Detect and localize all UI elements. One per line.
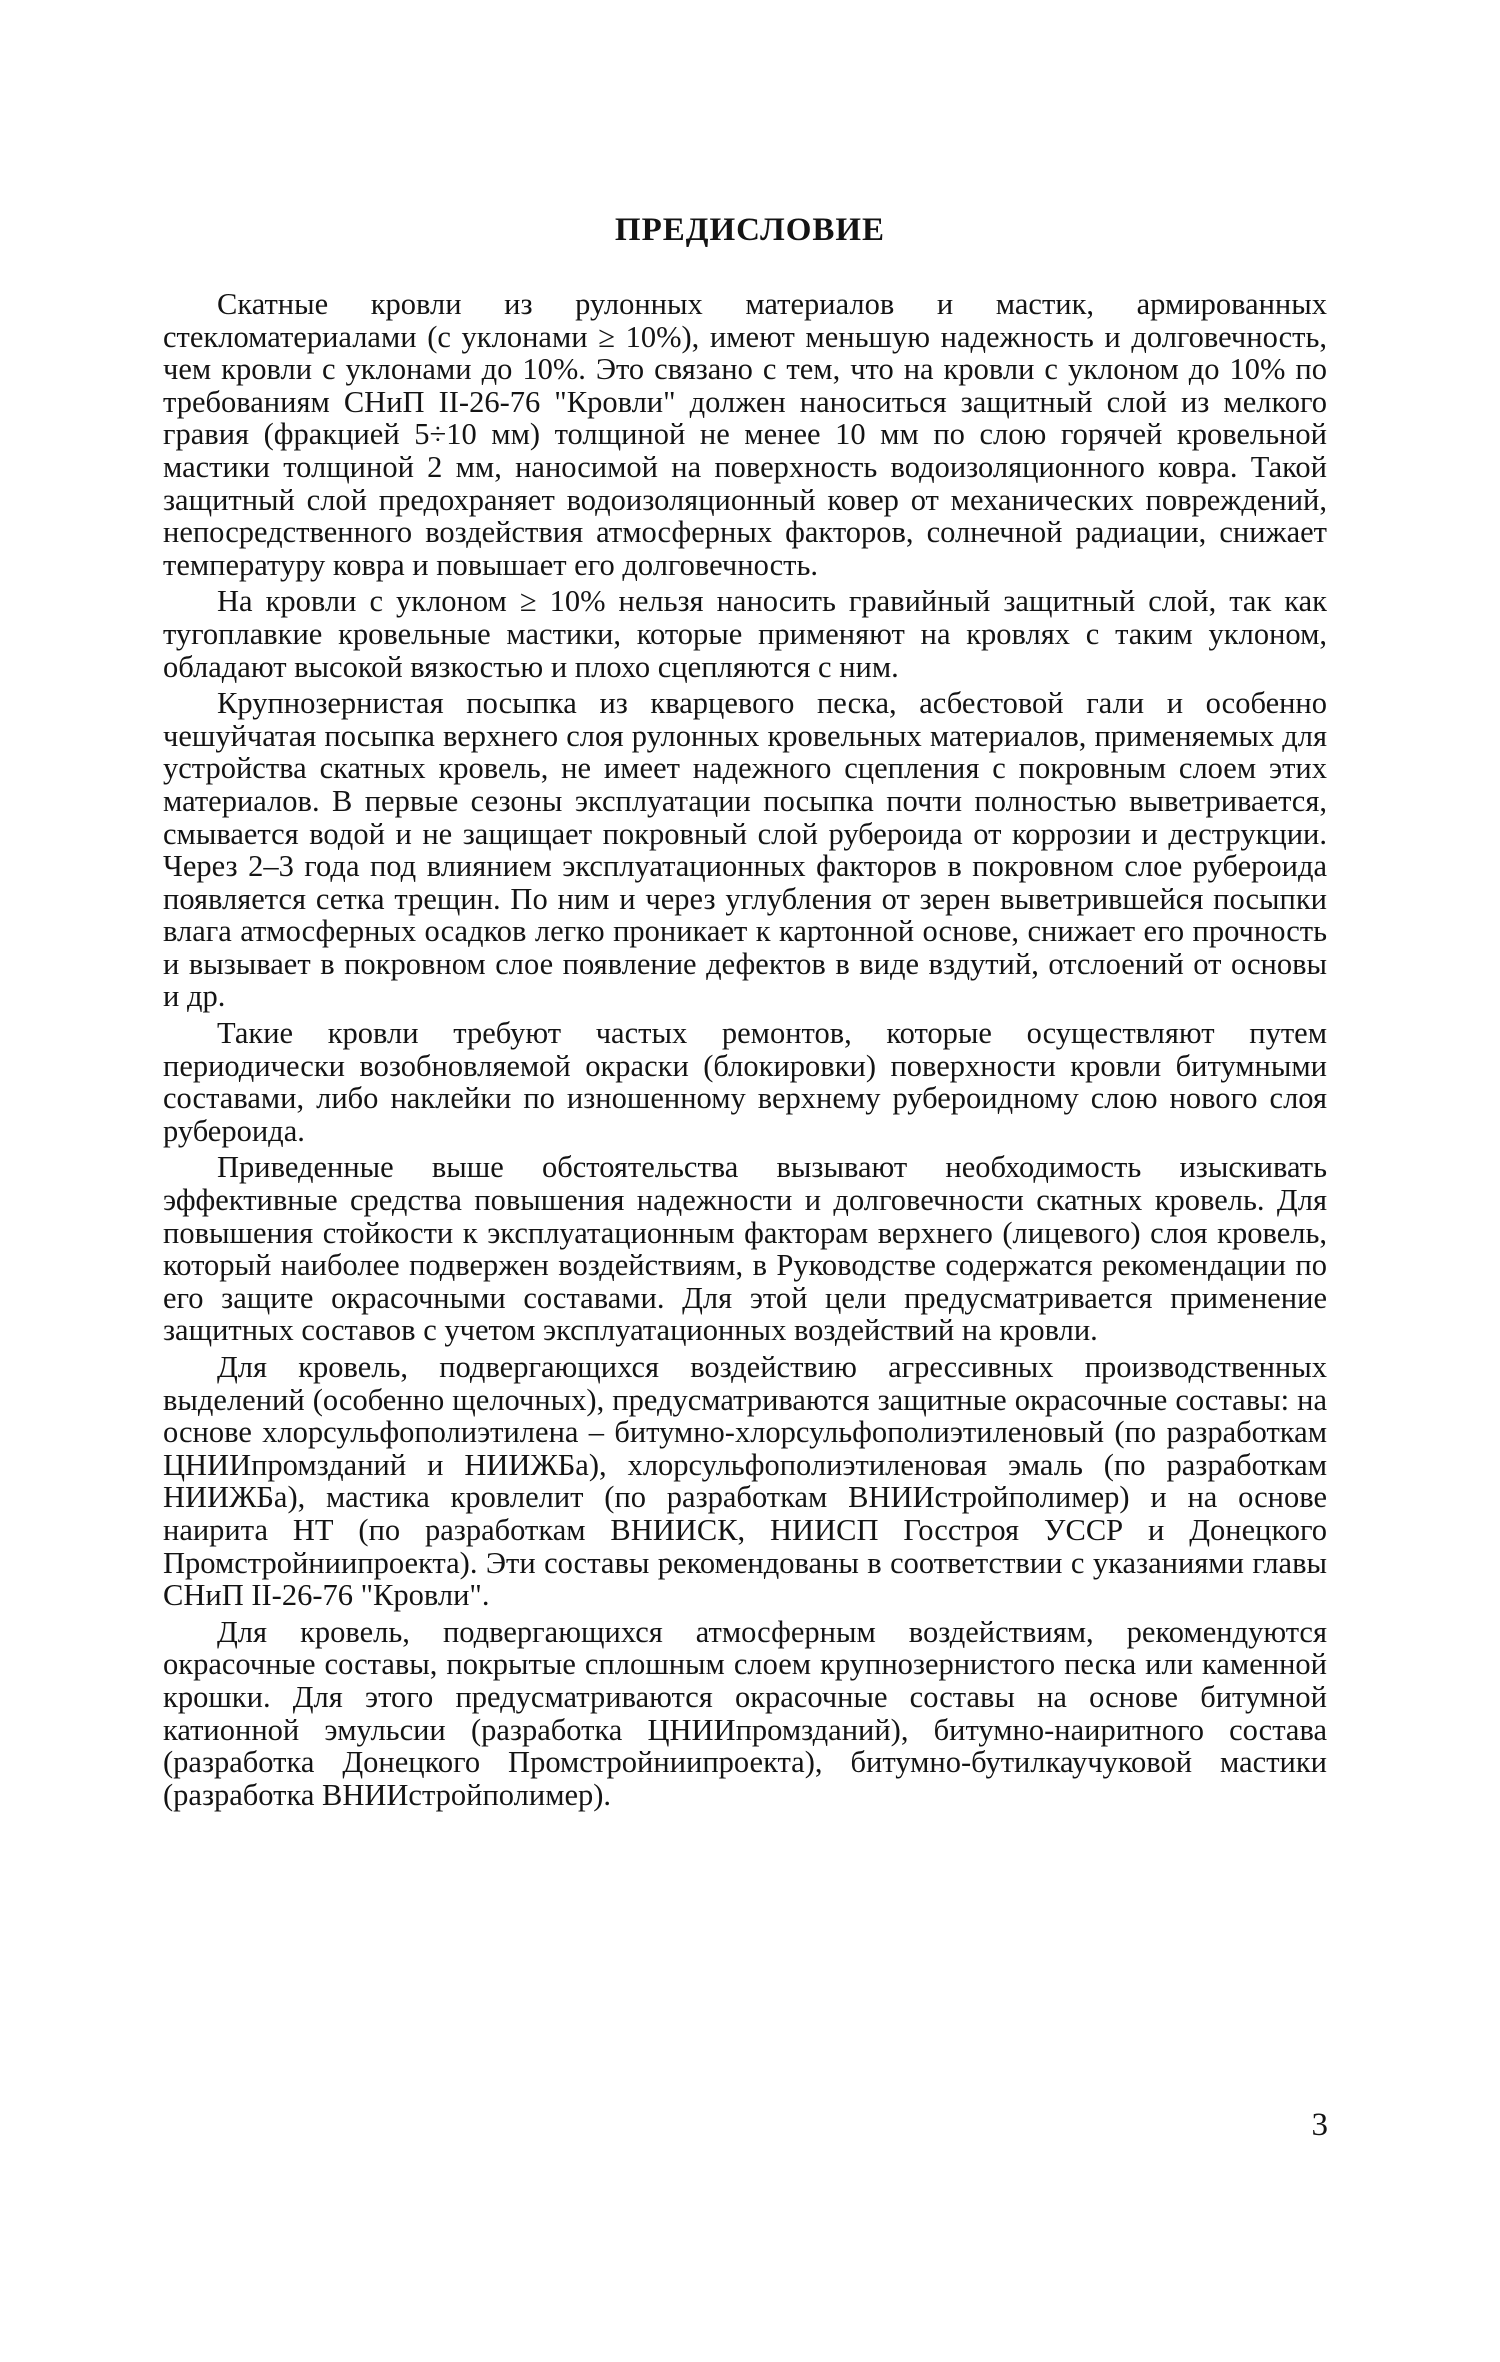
paragraph: Приведенные выше обстоятельства вызывают необходимость изыскивать эффективные средства повышения надежности и долговечности скатных кровель. Для повышения стойкости к эксплуатационным факторам верхнего (лицевого) слоя кровель, который наиболее подвержен воздействиям, в Руководстве содержатся рекомендации по его защите окрасочными составами. Для этой цели предусматривается применение защитных составов с учетом эксплуатационных воздействий на кровли.: [163, 1150, 1327, 1348]
paragraph: На кровли с уклоном ≥ 10% нельзя наносить гравийный защитный слой, так как тугоплавкие кровельные мастики, которые применяют на кровлях с таким уклоном, обладают высокой вязкостью и плохо сцепляются с ним.: [163, 584, 1327, 684]
paragraph: Скатные кровли из рулонных материалов и мастик, армированных стекломатериалами (с уклонами ≥ 10%), имеют меньшую надежность и долговечность, чем кровли с уклонами до 10%. Это связано с тем, что на кровли с уклоном до 10% по требованиям СНиП II-26-76 "Кровли" должен наноситься защитный слой из мелкого гравия (фракцией 5÷10 мм) толщиной не менее 10 мм по слою горячей кровельной мастики толщиной 2 мм, наносимой на поверхность водоизоляционного ковра. Такой защитный слой предохраняет водоизоляционный ковер от механических повреждений, непосредственного воздействия атмосферных факторов, солнечной радиации, снижает температуру ковра и повышает его долговечность.: [163, 287, 1327, 582]
body-text: [163, 288, 1327, 1815]
page-number: 3: [1311, 2107, 1328, 2143]
paragraph: Для кровель, подвергающихся воздействию агрессивных производственных выделений (особенно щелочных), предусматриваются защитные окрасочные составы: на основе хлорсульфополиэтилена – битумно-хлорсульфополиэтиленовый (по разработкам ЦНИИпромзданий и НИИЖБа), хлорсульфополиэтиленовая эмаль (по разработкам НИИЖБа), мастика кровлелит (по разработкам ВНИИстройполимер) и на основе наирита НТ (по разработкам ВНИИСК, НИИСП Госстроя УССР и Донецкого Промстройниипроекта). Эти составы рекомендованы в соответствии с указаниями главы СНиП II-26-76 "Кровли".: [163, 1350, 1327, 1613]
paragraph: Крупнозернистая посыпка из кварцевого песка, асбестовой гали и особенно чешуйчатая посыпка верхнего слоя рулонных кровельных материалов, применяемых для устройства скатных кровель, не имеет надежного сцепления с покровным слоем этих материалов. В первые сезоны эксплуатации посыпка почти полностью выветривается, смывается водой и не защищает покровный слой рубероида от коррозии и деструкции. Через 2–3 года под влиянием эксплуатационных факторов в покровном слое рубероида появляется сетка трещин. По ним и через углубления от зерен выветрившейся посыпки влага атмосферных осадков легко проникает к картонной основе, снижает его прочность и вызывает в покровном слое появление дефектов в виде вздутий, отслоений от основы и др.: [163, 686, 1327, 1014]
paragraph: Для кровель, подвергающихся атмосферным воздействиям, рекомендуются окрасочные составы, покрытые сплошным слоем крупнозернистого песка или каменной крошки. Для этого предусматриваются окрасочные составы на основе битумной катионной эмульсии (разработка ЦНИИпромзданий), битумно-наиритного состава (разработка Донецкого Промстройниипроекта), битумно-бутилкаучуковой мастики (разработка ВНИИстройполимер).: [163, 1614, 1327, 1812]
paragraph: Такие кровли требуют частых ремонтов, которые осуществляют путем периодически возобновляемой окраски (блокировки) поверхности кровли битумными составами, либо наклейки по изношенному верхнему рубероидному слою нового слоя рубероида.: [163, 1016, 1327, 1148]
page-title: ПРЕДИСЛОВИЕ: [614, 212, 886, 248]
